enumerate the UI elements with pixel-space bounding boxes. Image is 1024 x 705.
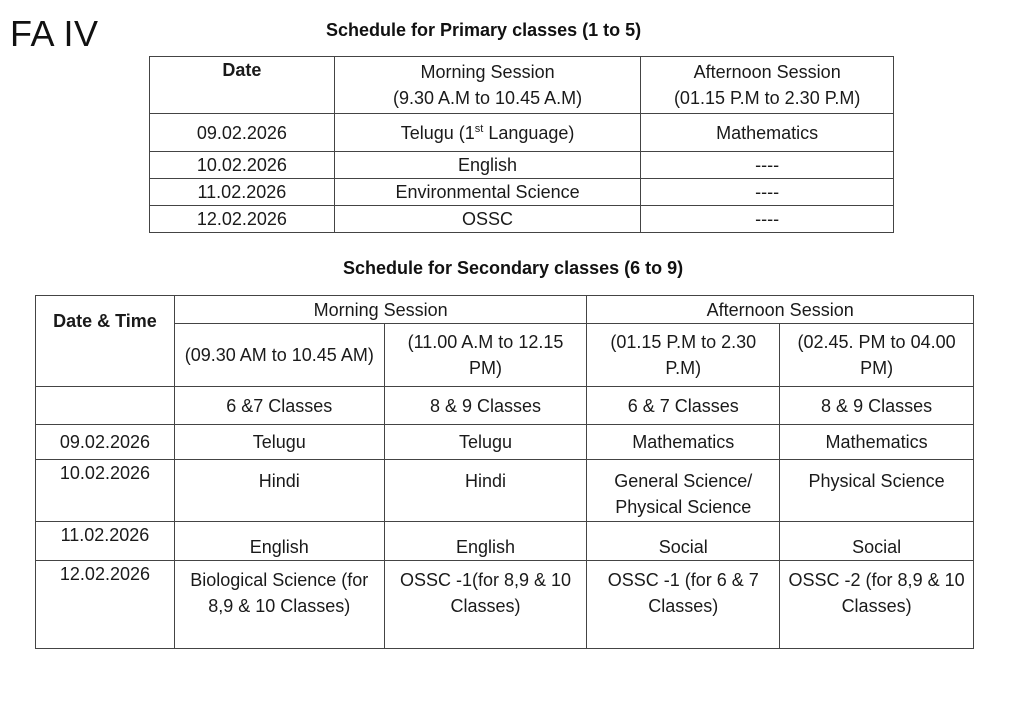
table-header-row <box>36 324 974 387</box>
primary-schedule-table <box>149 56 894 233</box>
header-date: Date <box>150 57 335 114</box>
header-classes: 8 & 9 Classes <box>384 387 587 425</box>
header-afternoon-time: (01.15 P.M to 2.30 P.M) <box>673 88 861 108</box>
row-morning-subject: OSSC <box>334 206 641 233</box>
header-morning <box>334 57 641 114</box>
row-subject: English <box>384 522 587 561</box>
document-title: FA IV <box>10 13 99 54</box>
row-date: 12.02.2026 <box>150 206 335 233</box>
subject-text: Telugu (1 <box>400 122 475 143</box>
table-row <box>150 179 894 206</box>
row-afternoon-subject: ---- <box>641 152 894 179</box>
row-subject: Biological Science (for 8,9 & 10 Classes) <box>174 561 384 649</box>
superscript: st <box>474 122 484 135</box>
row-date: 09.02.2026 <box>36 425 175 460</box>
primary-schedule-title: Schedule for Primary classes (1 to 5) <box>326 20 642 40</box>
row-afternoon-subject: Mathematics <box>641 114 894 152</box>
row-subject: OSSC -1(for 8,9 & 10 Classes) <box>384 561 587 649</box>
row-subject: English <box>174 522 384 561</box>
row-subject: General Science/ Physical Science <box>587 460 780 522</box>
header-classes: 6 & 7 Classes <box>587 387 780 425</box>
row-subject: Physical Science <box>780 460 974 522</box>
row-subject: Hindi <box>174 460 384 522</box>
header-afternoon <box>641 57 894 114</box>
row-morning-subject: English <box>334 152 641 179</box>
table-header-row <box>36 296 974 324</box>
row-date: 11.02.2026 <box>36 522 175 561</box>
table-row <box>36 561 974 649</box>
row-date: 10.02.2026 <box>150 152 335 179</box>
row-subject: OSSC -2 (for 8,9 & 10 Classes) <box>780 561 974 649</box>
table-row <box>150 114 894 152</box>
row-subject: OSSC -1 (for 6 & 7 Classes) <box>587 561 780 649</box>
row-subject: Hindi <box>384 460 587 522</box>
table-row <box>150 206 894 233</box>
header-morning-time: (9.30 A.M to 10.45 A.M) <box>393 88 583 108</box>
header-time-slot: (02.45. PM to 04.00 PM) <box>780 324 974 387</box>
subject-suffix: Language) <box>483 122 575 143</box>
header-classes: 8 & 9 Classes <box>780 387 974 425</box>
row-date: 09.02.2026 <box>150 114 335 152</box>
row-subject: Social <box>780 522 974 561</box>
header-time-slot: (09.30 AM to 10.45 AM) <box>174 324 384 387</box>
table-header-row <box>150 57 894 114</box>
row-morning-subject <box>334 114 641 152</box>
header-afternoon: Afternoon Session <box>587 296 974 324</box>
table-row <box>150 152 894 179</box>
row-date: 11.02.2026 <box>150 179 335 206</box>
empty-cell <box>36 387 175 425</box>
row-subject: Mathematics <box>780 425 974 460</box>
table-row <box>36 425 974 460</box>
table-row <box>36 522 974 561</box>
row-date: 10.02.2026 <box>36 460 175 522</box>
row-subject: Telugu <box>384 425 587 460</box>
row-subject: Social <box>587 522 780 561</box>
secondary-schedule-table <box>35 295 974 649</box>
table-header-row <box>36 387 974 425</box>
secondary-schedule-title: Schedule for Secondary classes (6 to 9) <box>343 258 684 278</box>
table-row <box>36 460 974 522</box>
header-morning-label: Morning Session <box>420 62 555 82</box>
row-date: 12.02.2026 <box>36 561 175 649</box>
header-afternoon-label: Afternoon Session <box>693 62 841 82</box>
row-subject: Telugu <box>174 425 384 460</box>
header-date-time: Date & Time <box>36 296 175 387</box>
header-time-slot: (01.15 P.M to 2.30 P.M) <box>587 324 780 387</box>
row-afternoon-subject: ---- <box>641 179 894 206</box>
row-morning-subject: Environmental Science <box>334 179 641 206</box>
header-time-slot: (11.00 A.M to 12.15 PM) <box>384 324 587 387</box>
row-subject: Mathematics <box>587 425 780 460</box>
header-classes: 6 &7 Classes <box>174 387 384 425</box>
header-morning: Morning Session <box>174 296 586 324</box>
row-afternoon-subject: ---- <box>641 206 894 233</box>
